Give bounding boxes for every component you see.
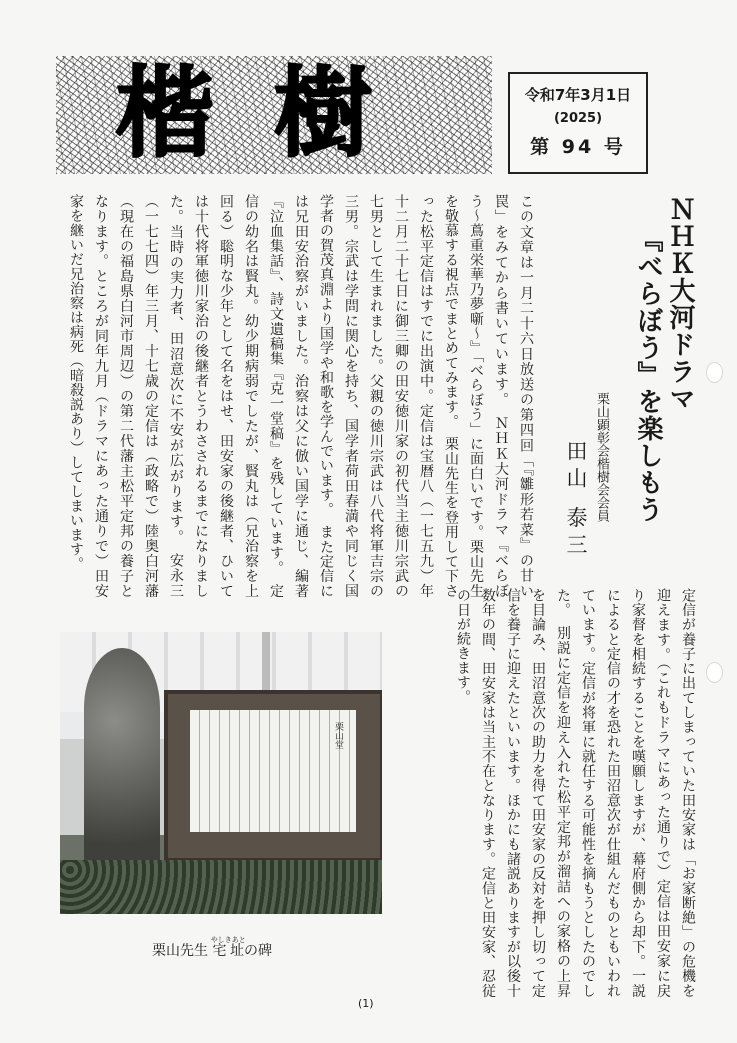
article-body-lower: 定信が養子に出てしまっていた田安家は「お家断絶」の危機を迎えます。（これもドラマにあった通りで）定信は田安家に戻り家督を相続することを嘆願しますが、幕府側から却下。一説によると定信の才を恐れた田沼意次が仕組んだものともいわれています。定信が将軍に就任する可能性を摘もうとしたのでした。 別説に定信を迎え入れた松平定邦が溜詰への家格の上昇を目論み、田沼意次の助力を得て田安家の反対を押し切って定信を養子に迎えたといいます。ほかにも諸説ありますが以後十数年の間、田安家は当主不在となります。定信と田安家、忍従の日が続きます。 [455,588,696,998]
caption-text-before: 栗山先生 [152,943,208,959]
author-name: 田山 泰三 [564,440,588,561]
article-body-upper: この文章は一月二十六日放送の第四回「『雛形若菜』の甘い罠」をみてから書いています。 ＮＨＫ大河ドラマ『べらぼう〜蔦重栄華乃夢噺〜』「べらぼう」に面白いです。栗山先生を敬慕する視点でまとめてみます。 栗山先生を登用して下さった松平定信はすでに出演中。定信は宝暦八（一七五九）年十二月二十七日に御三卿の田安徳川家の初代当主徳川宗武の七男として生まれました。父親の徳川宗武は八代将軍吉宗の三男。宗武は学問に関心を持ち、国学者荷田春満や同じく国学者の賀茂真淵より国学や和歌を学んでいます。 また定信には兄田安治察がいました。治察は父に倣い国学に通じ、編著『泣血集話』、詩文遺稿集『克一堂稿』を残しています。 定信の幼名は賢丸。幼少期病弱でしたが、賢丸は（兄治察を上回る）聡明な少年として名をはせ、田安家の後継者、ひいては十代将軍徳川家治の後継者とうわさされるまでになりました。当時の実力者、田沼意次に不安が広がります。 安永三（一七七四）年三月、十七歳の定信は（政略で）陸奥白河藩（現在の福島県白河市周辺）の第二代藩主松平定邦の養子となります。ところが同年九月（ドラマにあった通りで）田安家を継いだ兄治察は病死（暗殺説あり）してしまいます。 [68,194,534,598]
photo-shrubs [60,860,382,914]
article-title-line-2: 『べらぼう』を楽しもう [633,226,663,523]
binder-hole-top [706,362,723,383]
issue-date: 令和7年3月1日 [524,86,632,104]
page-number: (1) [358,997,374,1010]
masthead-banner [56,56,492,174]
caption-ruby-base: 宅址 [210,943,246,959]
issue-date-box [508,72,648,174]
masthead-title: 楷樹 [115,56,432,171]
issue-year: (2025) [553,111,603,126]
binder-hole-bottom [706,662,723,683]
photo-sign-title: 栗山堂 [333,722,343,749]
monument-photo [60,632,382,914]
caption-text-after: の碑 [243,943,272,959]
author-affiliation: 栗山顕彰会楷樹会会員 [594,392,609,522]
photo-caption [152,936,272,960]
article-title-line-1: ＮＨＫ大河ドラマ [665,196,695,412]
photo-stone-monument [84,648,160,892]
issue-number: 第 94 号 [530,136,626,158]
caption-ruby [210,936,246,959]
caption-ruby-reading: やしきあと [210,936,246,944]
